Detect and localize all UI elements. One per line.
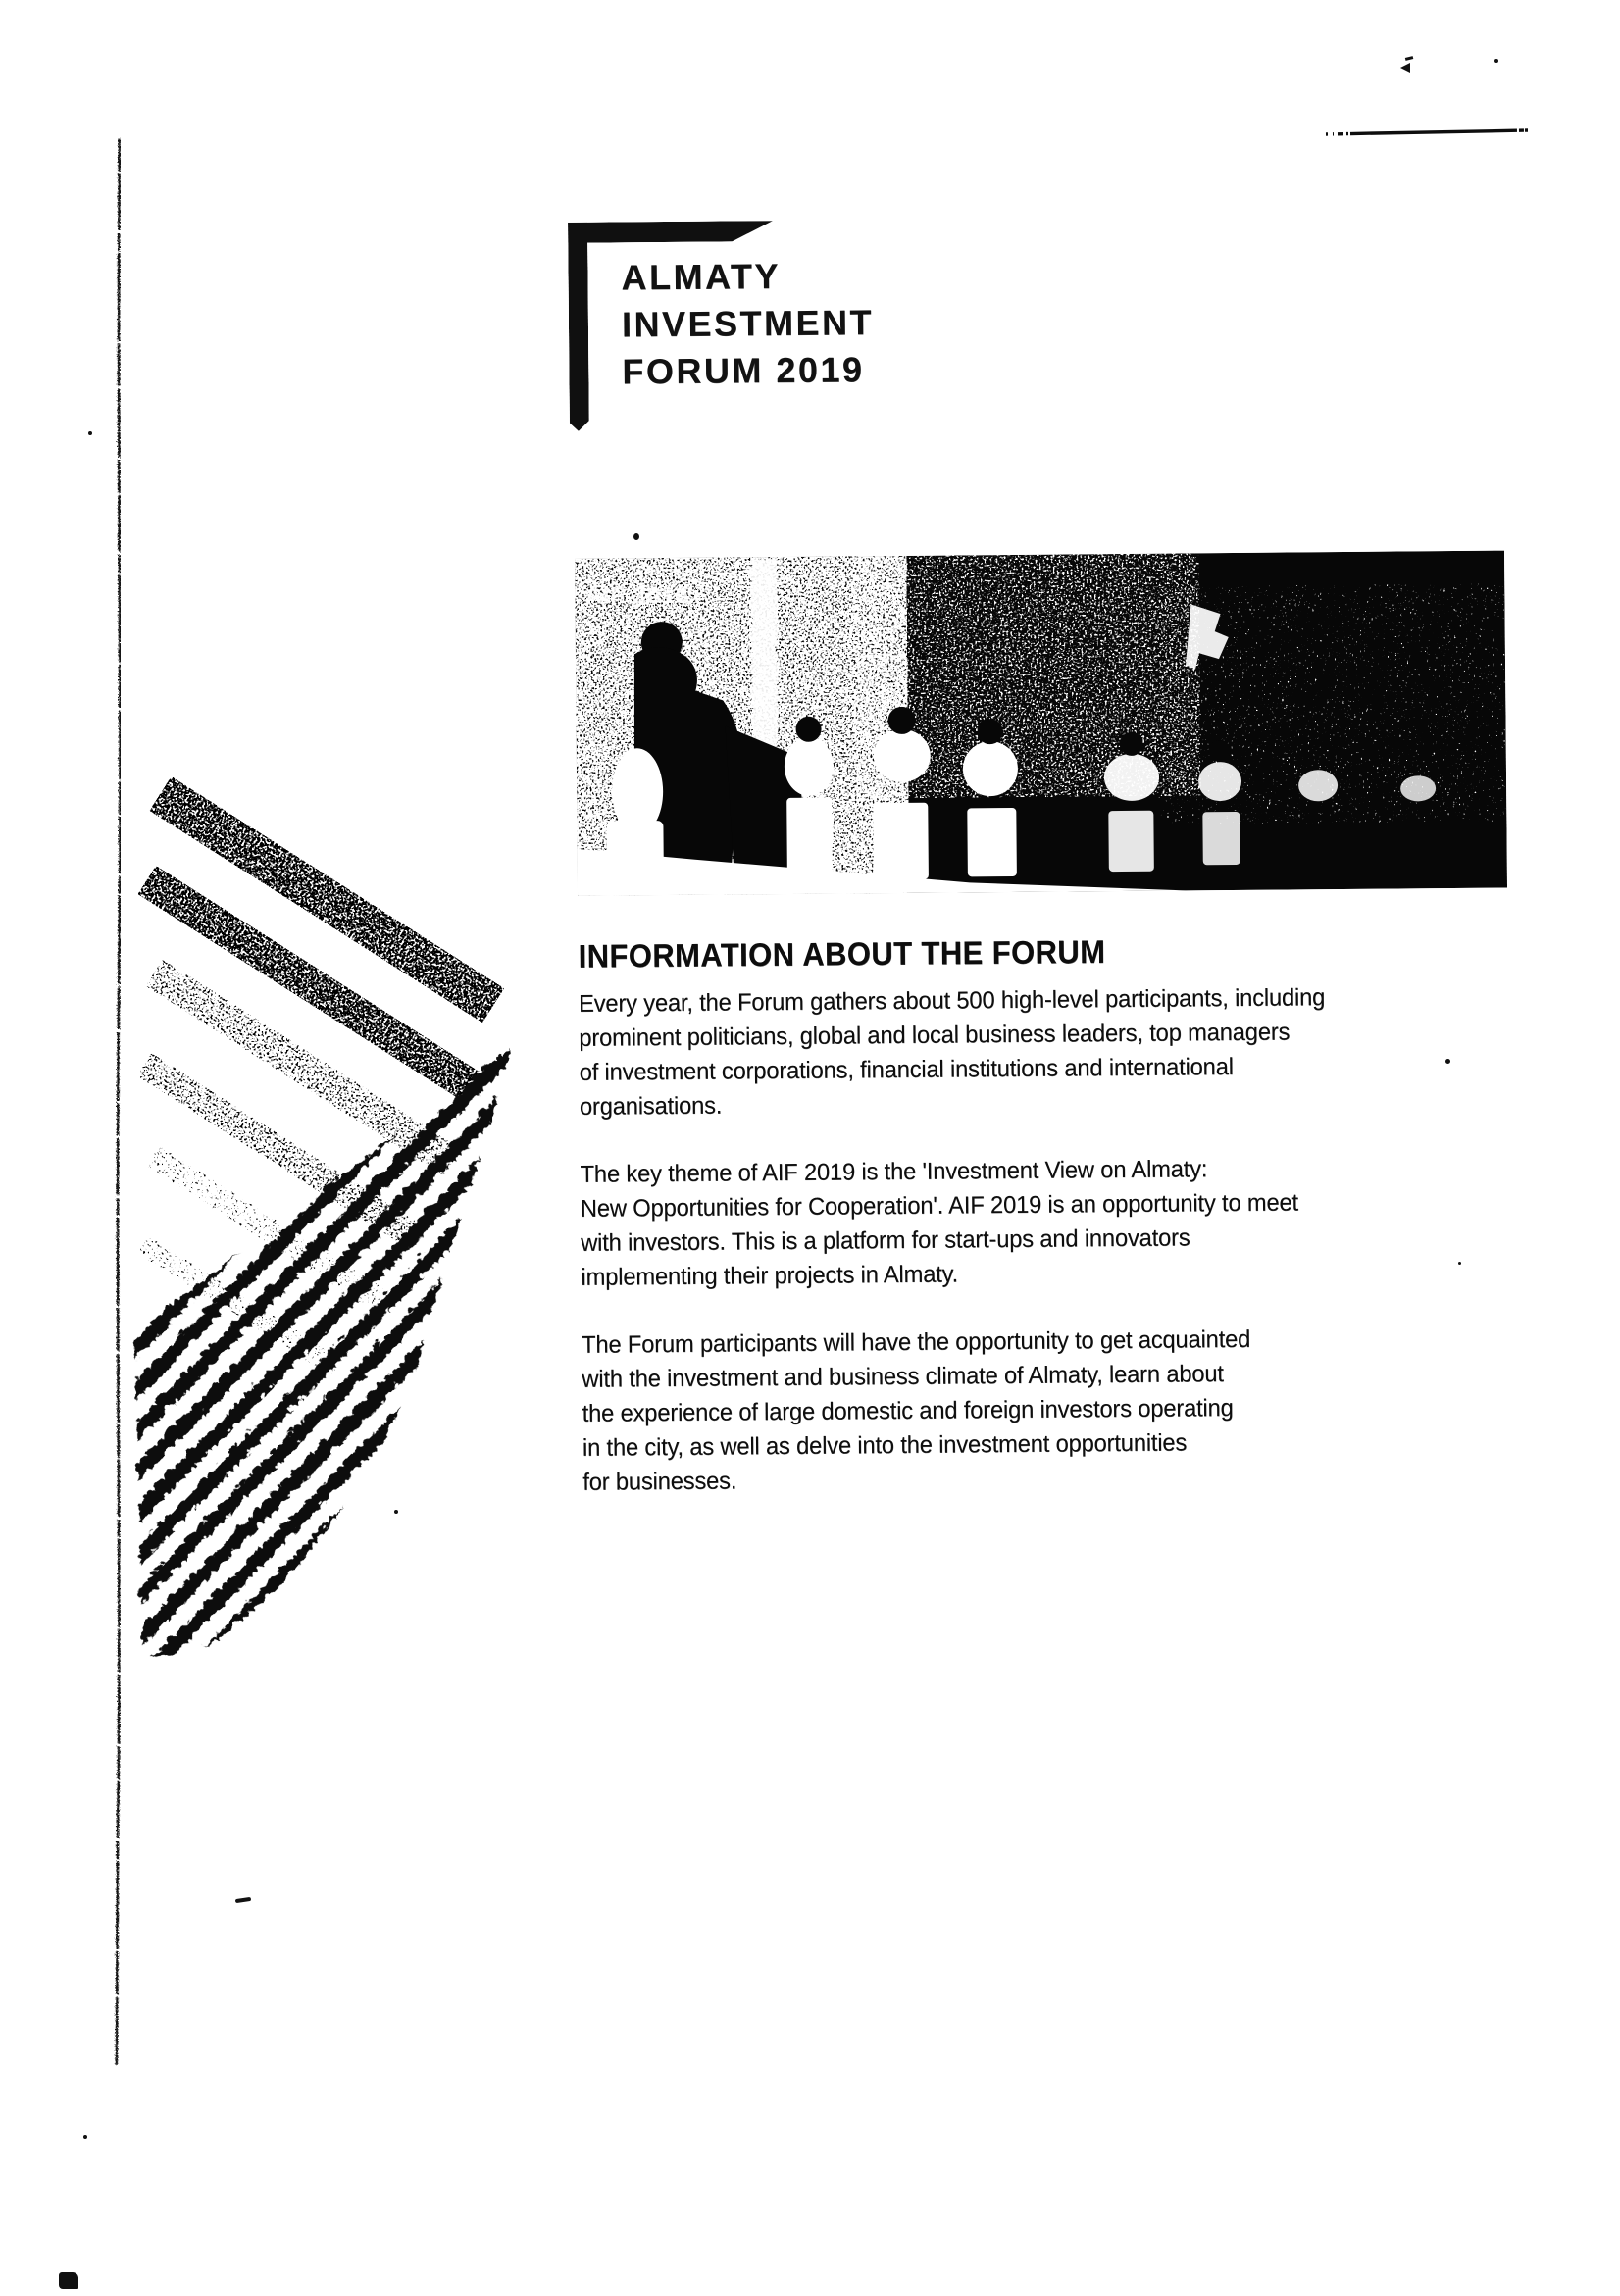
section-body <box>579 979 1478 1533</box>
small-scan-mark-glyph <box>1400 55 1414 75</box>
logo-line-1: ALMATY <box>621 256 782 298</box>
scan-dot-4 <box>394 1510 398 1514</box>
paragraph-1: Every year, the Forum gathers about 500 high-level participants, including prominent politicians, global and local business leaders, top managers of investment corporations, financial institutions and international organisations. <box>578 984 1326 1121</box>
scan-dot-6 <box>83 2135 87 2139</box>
paragraph-2: The key theme of AIF 2019 is the 'Investment View on Almaty: New Opportunities for Cooperation'. AIF 2019 is an opportunity to meet with investors. This is a platform for start-ups and innovators implementing their projects in Almaty. <box>580 1156 1298 1291</box>
logo-bracket-horizontal-icon <box>568 221 773 243</box>
scan-dot-7 <box>1458 1262 1461 1265</box>
forum-photo <box>575 551 1507 896</box>
scan-dot-3 <box>1445 1059 1450 1064</box>
striped-arrow-decoration <box>114 767 582 1682</box>
forum-photo-canvas <box>575 551 1507 896</box>
logo-line-2: INVESTMENT <box>621 302 875 345</box>
photo-watermark: AIF 2016 <box>584 581 690 610</box>
paragraph-3: The Forum participants will have the opportunity to get acquainted with the investment and business climate of Almaty, learn about the experience of large domestic and foreign investors operating in the city, as well as delve into the investment opportunities for businesses. <box>581 1325 1251 1496</box>
section-heading: INFORMATION ABOUT THE FORUM <box>578 933 1106 974</box>
logo-line-3: FORUM 2019 <box>622 349 865 392</box>
scan-dot-2 <box>633 533 639 540</box>
logo-bracket-vertical-icon <box>568 223 589 431</box>
forum-logo <box>621 252 874 395</box>
scan-dot-5 <box>88 431 92 435</box>
top-right-rule <box>1322 124 1533 139</box>
corner-scan-blob <box>59 2272 78 2289</box>
scan-dot-1 <box>1494 59 1498 63</box>
